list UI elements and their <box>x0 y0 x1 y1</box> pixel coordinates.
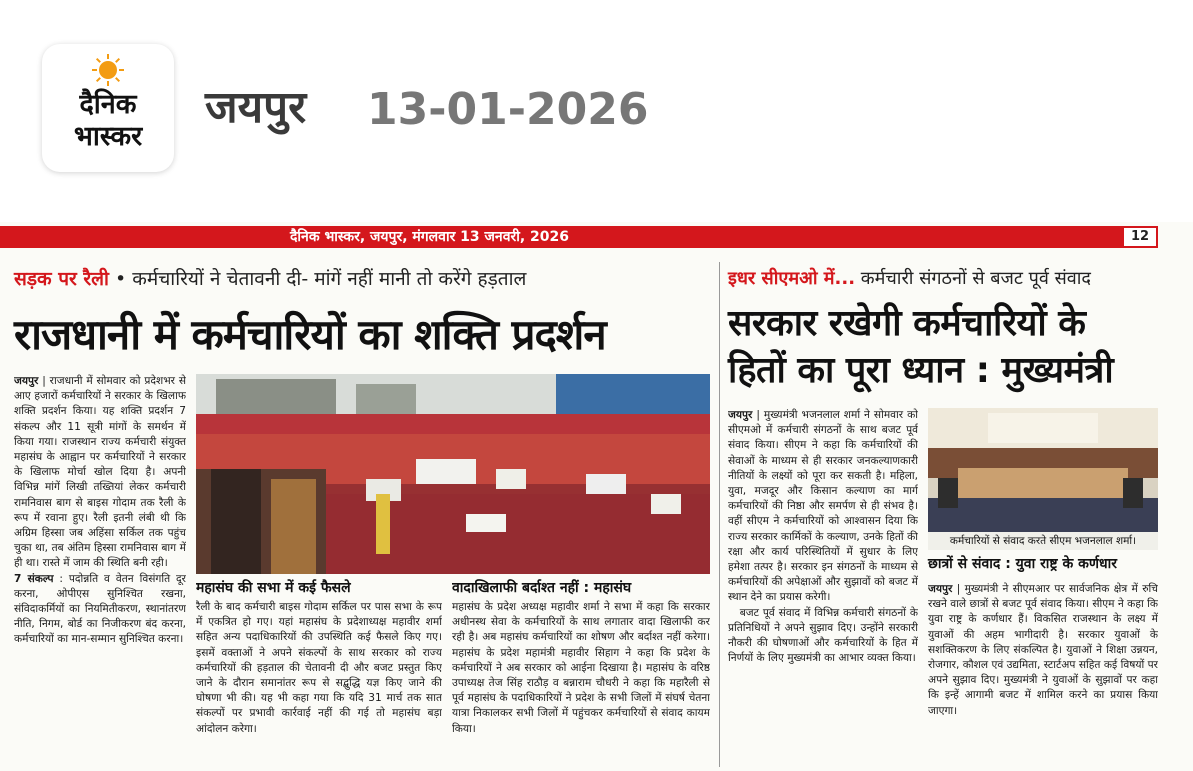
dateline: जयपुर <box>928 583 953 595</box>
masthead-bar <box>0 226 1158 248</box>
logo-line-1: दैनिक <box>79 89 137 120</box>
right-headline-line-1: सरकार रखेगी कर्मचारियों के <box>728 303 1086 344</box>
left-story-column-1 <box>14 374 186 766</box>
right-story-column-1 <box>728 408 918 766</box>
right-kicker-red: इधर सीएमओ में... <box>728 268 856 289</box>
left-story-column-3 <box>452 578 710 766</box>
column-divider <box>719 262 720 767</box>
body-text: बजट पूर्व संवाद में विभिन्न कर्मचारी संगठनों के प्रतिनिधियों ने अपने सुझाव दिए। उन्होंने सरकारी नौकरी की घोषणाओं और कर्मचारियों के हित में निर्णयों के लिए मुख्यमंत्री का आभार व्यक्त किया। <box>728 606 918 665</box>
left-kicker-red: सड़क पर रैली <box>14 268 109 290</box>
left-kicker <box>14 266 526 292</box>
left-subhead-1: महासंघ की सभा में कई फैसले <box>196 580 351 596</box>
body-text: रैली के बाद कर्मचारी बाइस गोदाम सर्किल पर पास सभा के रूप में एकत्रित हो गए। यहां महासंघ के प्रदेशाध्यक्ष महावीर शर्मा सहित अन्य पदाधिकारियों की उपस्थिति कई फैसले किए गए। इसमें वक्ताओं ने अपने संकल्पों के साथ सरकार को राज्य कर्मचारियों की हड़ताल की चेतावनी दी और बजट प्रस्तुत किए जाने के दौरान समानांतर रूप से सद्बुद्धि यज्ञ किए जाने की घोषणा भी की। यह भी कहा गया कि यदि 31 मार्च तक सात संकल्पों पर प्रभावी कार्रवाई नहीं की गई तो महासंघ बड़ा आंदोलन करेगा। <box>196 601 442 735</box>
right-subhead: छात्रों से संवाद : युवा राष्ट्र के कर्णधार <box>928 556 1117 572</box>
rally-photo <box>196 374 710 574</box>
points-label: 7 संकल्प <box>14 572 54 585</box>
right-headline-line-2: हितों का पूरा ध्यान : मुख्यमंत्री <box>728 350 1114 391</box>
left-story-column-2 <box>196 578 442 766</box>
logo-line-2: भास्कर <box>73 121 143 152</box>
left-headline: राजधानी में कर्मचारियों का शक्ति प्रदर्शन <box>14 310 606 359</box>
body-text: | मुख्यमंत्री भजनलाल शर्मा ने सोमवार को सीएमओ में कर्मचारी संगठनों के साथ बजट पूर्व संवाद किया। सीएम ने कहा कि कर्मचारियों की सेवाओं के माध्यम से ही सरकार जनकल्याणकारी नीतियों के लक्ष्यों को पूरा कर सकती है। महिला, युवा, मजदूर और किसान कल्याण का मार्ग कर्मचारियों की निष्ठा और समर्पण से ही संभव है। वहीं सीएम ने कर्मचारियों को आश्वासन दिया कि राज्य सरकार कार्मिकों के कल्याण, उनके हितों की रक्षा और कार्य परिस्थितियों में सुधार के लिए हमेशा तत्पर है। सरकार इन संगठनों के माध्यम से कर्मचारियों की अपेक्षाओं और सुझावों को बजट में स्थान देने का प्रयास करेगी। <box>728 409 918 604</box>
dateline: जयपुर <box>14 375 39 387</box>
page-number: 12 <box>1124 228 1156 246</box>
dainik-bhaskar-logo <box>42 44 174 172</box>
masthead-text: दैनिक भास्कर, जयपुर, मंगलवार 13 जनवरी, 2026 <box>290 229 569 245</box>
body-text: | मुख्यमंत्री ने सीएमआर पर सार्वजनिक क्षेत्र में रुचि रखने वाले छात्रों से बजट पूर्व संवाद किया। सीएम ने कहा कि युवा राष्ट्र के कर्णधार हैं। विकसित राजस्थान के लक्ष्य में युवाओं की अहम भागीदारी है। सरकार युवाओं के सशक्तिकरण के लिए संकल्पित है। युवाओं ने शिक्षा उन्नयन, रोजगार, कौशल एवं उद्यमिता, स्टार्टअप सहित कई विषयों पर अपने सुझाव दिए। मुख्यमंत्री ने युवाओं के सुझावों पर कहा कि इन्हें आगामी बजट में शामिल करने का प्रयास किया जाएगा। <box>928 583 1158 717</box>
newspaper-page <box>0 222 1193 771</box>
right-kicker <box>728 266 1091 292</box>
edition-date: 13-01-2026 <box>367 84 649 135</box>
cm-meeting-photo <box>928 408 1158 532</box>
left-kicker-rest: • कर्मचारियों ने चेतावनी दी- मांगें नहीं मानी तो करेंगे हड़ताल <box>108 268 527 290</box>
dateline: जयपुर <box>728 409 753 421</box>
left-subhead-2: वादाखिलाफी बर्दाश्त नहीं : महासंघ <box>452 580 632 596</box>
body-text: : पदोन्नति व वेतन विसंगति दूर करना, ओपीएस सुनिश्चित रखना, संविदाकर्मियों का नियमितीकरण, स्थानांतरण नीति, निगम, बोर्ड का निजीकरण बंद करना, कर्मचारियों का मान-सम्मान सुनिश्चित करना। <box>14 572 186 646</box>
right-kicker-rest: कर्मचारी संगठनों से बजट पूर्व संवाद <box>855 268 1091 289</box>
sun-icon <box>92 54 124 86</box>
body-text: महासंघ के प्रदेश अध्यक्ष महावीर शर्मा ने सभा में कहा कि सरकार अधीनस्थ सेवा के कर्मचारियों के साथ लगातार वादा खिलाफी कर रही है। अब महासंघ कर्मचारियों का शोषण और बर्दाश्त नहीं करेगा। महासंघ के प्रदेश महामंत्री महावीर सिहाग ने कहा कि प्रदेश के कर्मचारियों ने अब सरकार को आईना दिखाया है। महासंघ के वरिष्ठ उपाध्यक्ष तेज सिंह राठौड़ व बन्नाराम चौधरी ने कहा कि महारैली से पूर्व महासंघ के पदाधिकारियों ने प्रदेश के सभी जिलों में संघर्ष चेतना यात्रा निकालकर सभी जिलों में पहुंचकर कर्मचारियों से संवाद कायम किया। <box>452 601 710 735</box>
edition-city: जयपुर <box>205 82 307 133</box>
body-text: | राजधानी में सोमवार को प्रदेशभर से आए हजारों कर्मचारियों ने सरकार के खिलाफ शक्ति प्रदर्शन किया। यह शक्ति प्रदर्शन 7 संकल्प और 11 सूत्री मांगों के समर्थन में किया गया। राजस्थान राज्य कर्मचारी संयुक्त महासंघ के आह्वान पर कर्मचारियों ने सरकार के खिलाफ मोर्चा खोल दिया है। अपनी विभिन्न मांगें लिखी तख्तियां लेकर कर्मचारी रामनिवास बाग से बाइस गोदाम तक रैली के रूप में रवाना हुए। रैली इतनी लंबी थी कि अग्रिम हिस्सा जब अहिंसा सर्किल तक पहुंच चुका था, तब अंतिम हिस्सा रामनिवास बाग में ही था। रास्ते में जाम की स्थिति बनी रही। <box>14 375 186 570</box>
photo-caption: कर्मचारियों से संवाद करते सीएम भजनलाल शर्मा। <box>928 532 1158 550</box>
right-story-column-2 <box>928 582 1158 768</box>
